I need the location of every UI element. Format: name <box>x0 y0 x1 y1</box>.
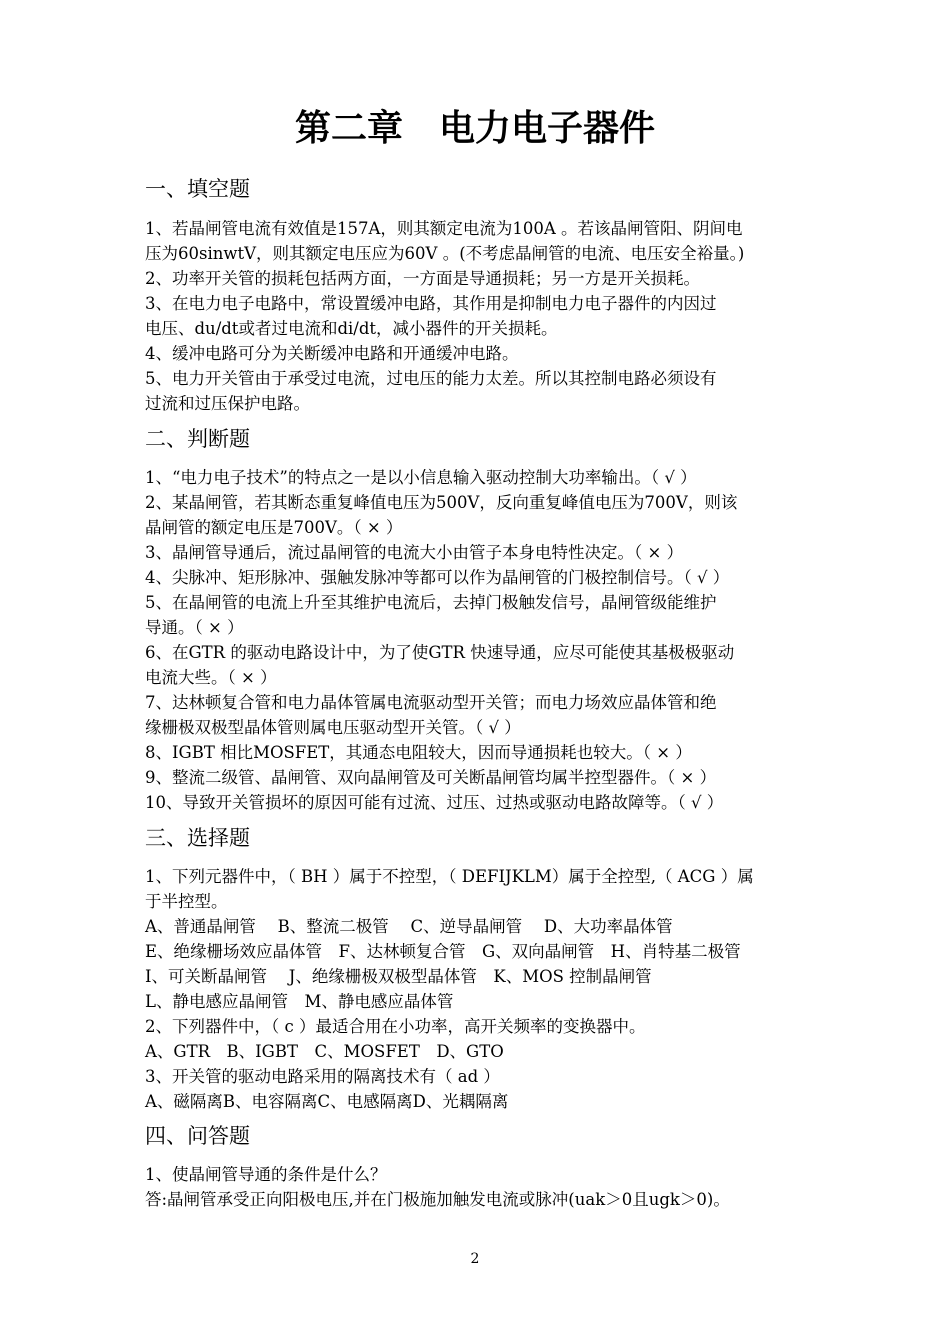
text-line: 过流和过压保护电路。 <box>145 394 310 413</box>
text-line: 于半控型。 <box>145 892 228 911</box>
section-heading-questions: 四、问答题 <box>145 1124 250 1148</box>
text-line: 压为60sinwtV，则其额定电压应为60V 。(不考虑晶闸管的电流、电压安全裕量。) <box>145 244 745 263</box>
section-heading-multiple-choice: 三、选择题 <box>145 826 250 850</box>
text-line: 晶闸管的额定电压是700V。（ × ） <box>145 518 403 537</box>
text-line: 3、在电力电子电路中，常设置缓冲电路，其作用是抑制电力电子器件的内因过 <box>145 294 717 313</box>
text-line: 导通。（ × ） <box>145 618 244 637</box>
text-line: A、GTR B、IGBT C、MOSFET D、GTO <box>145 1042 504 1061</box>
text-line: A、磁隔离B、电容隔离C、电感隔离D、光耦隔离 <box>145 1092 509 1111</box>
text-line: 10、导致开关管损坏的原因可能有过流、过压、过热或驱动电路故障等。（ √ ） <box>145 793 724 812</box>
chapter-title: 第二章 电力电子器件 <box>294 108 655 149</box>
text-line: L、静电感应晶闸管 M、静电感应晶体管 <box>145 992 454 1011</box>
text-line: 6、在GTR 的驱动电路设计中，为了使GTR 快速导通，应尽可能使其基极极驱动 <box>145 643 735 662</box>
text-line: 5、电力开关管由于承受过电流，过电压的能力太差。所以其控制电路必须设有 <box>145 369 717 388</box>
text-line: 2、下列器件中，（ c ）最适合用在小功率，高开关频率的变换器中。 <box>145 1017 646 1036</box>
text-line: 电压、du/dt或者过电流和di/dt，减小器件的开关损耗。 <box>145 319 558 338</box>
text-line: 8、IGBT 相比MOSFET，其通态电阻较大，因而导通损耗也较大。（ × ） <box>145 743 692 762</box>
text-line: 4、缓冲电路可分为关断缓冲电路和开通缓冲电路。 <box>145 344 519 363</box>
text-line: A、普通晶闸管 B、整流二极管 C、逆导晶闸管 D、大功率晶体管 <box>145 917 673 936</box>
text-line: 缘栅极双极型晶体管则属电压驱动型开关管。（ √ ） <box>145 718 521 737</box>
text-line: 4、尖脉冲、矩形脉冲、强触发脉冲等都可以作为晶闸管的门极控制信号。（ √ ） <box>145 568 730 587</box>
text-line: 2、某晶闸管，若其断态重复峰值电压为500V，反向重复峰值电压为700V，则该 <box>145 493 738 512</box>
text-line: 答:晶闸管承受正向阳极电压,并在门极施加触发电流或脉冲(uak＞0且ugk＞0)。 <box>145 1190 730 1209</box>
text-line: 电流大些。（ × ） <box>145 668 277 687</box>
text-line: I、可关断晶闸管 J、绝缘栅极双极型晶体管 K、MOS 控制晶闸管 <box>145 967 652 986</box>
section-heading-fill-blank: 一、填空题 <box>145 177 250 201</box>
text-line: 3、晶闸管导通后，流过晶闸管的电流大小由管子本身电特性决定。（ × ） <box>145 543 684 562</box>
page-number: 2 <box>470 1251 480 1267</box>
section-heading-true-false: 二、判断题 <box>145 427 250 451</box>
text-line: 7、达林顿复合管和电力晶体管属电流驱动型开关管；而电力场效应晶体管和绝 <box>145 693 717 712</box>
text-line: E、绝缘栅场效应晶体管 F、达林顿复合管 G、双向晶闸管 H、肖特基二极管 <box>145 942 741 961</box>
text-line: 2、功率开关管的损耗包括两方面，一方面是导通损耗；另一方是开关损耗。 <box>145 269 700 288</box>
text-line: 3、开关管的驱动电路采用的隔离技术有（ ad ） <box>145 1067 500 1086</box>
text-line: 5、在晶闸管的电流上升至其维护电流后，去掉门极触发信号，晶闸管级能维护 <box>145 593 717 612</box>
text-line: 9、整流二级管、晶闸管、双向晶闸管及可关断晶闸管均属半控型器件。（ × ） <box>145 768 717 787</box>
text-line: 1、“电力电子技术”的特点之一是以小信息输入驱动控制大功率输出。（ √ ） <box>145 468 697 487</box>
text-line: 1、使晶闸管导通的条件是什么？ <box>145 1165 387 1184</box>
text-line: 1、下列元器件中，（ BH ）属于不控型，（ DEFIJKLM）属于全控型,（ ACG ）属 <box>145 867 754 886</box>
text-line: 1、若晶闸管电流有效值是157A，则其额定电流为100A 。若该晶闸管阳、阴间电 <box>145 219 743 238</box>
